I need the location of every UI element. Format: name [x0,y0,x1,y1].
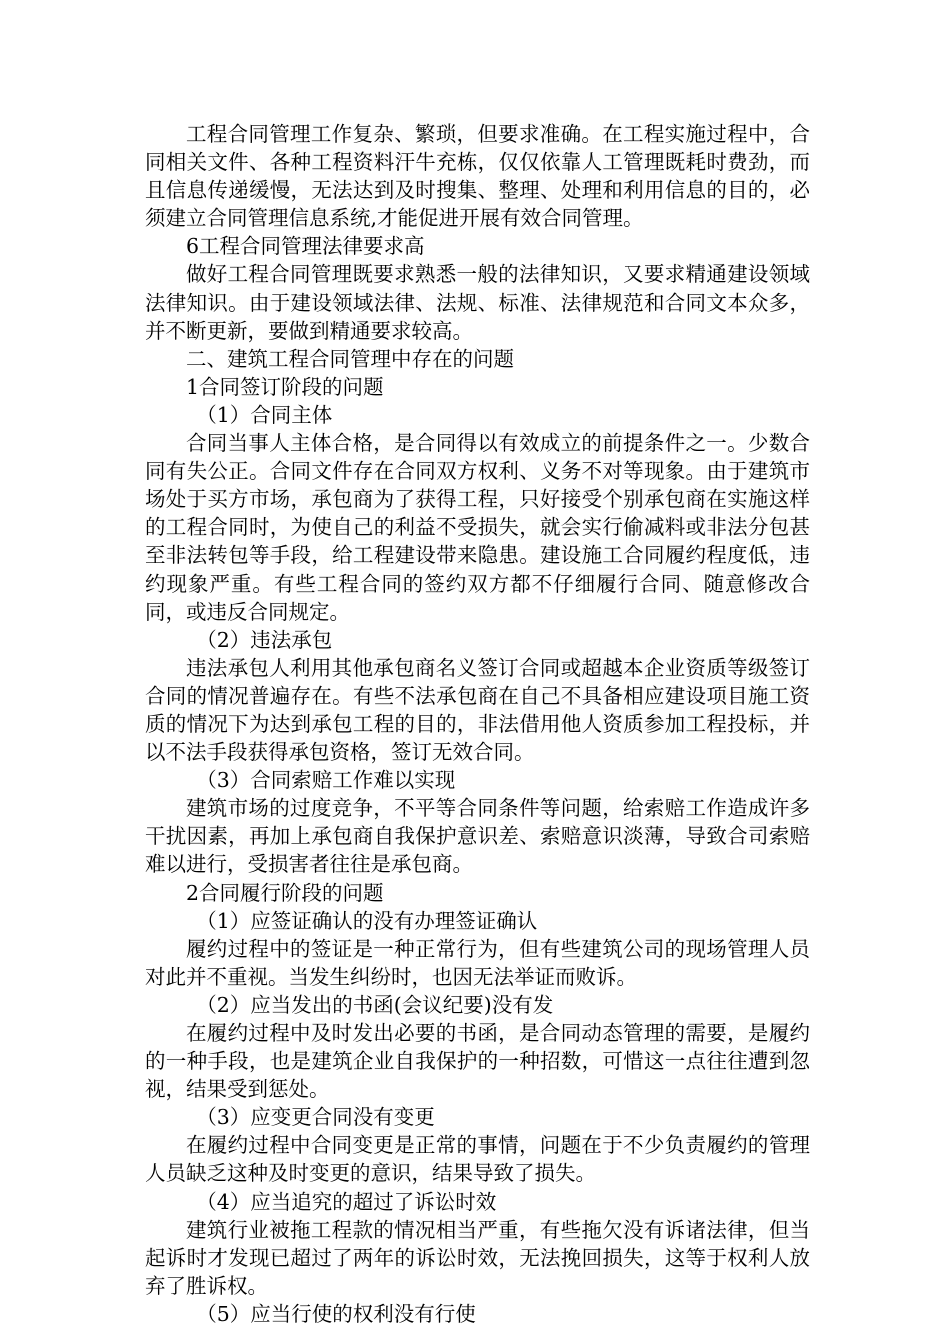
heading-signing-stage: 1合同签订阶段的问题 [186,374,384,399]
subheading-contract-change: （3）应变更合同没有变更 [196,1105,435,1130]
section-heading-problems: 二、建筑工程合同管理中存在的问题 [186,346,514,371]
paragraph-contract-subject: 合同当事人主体合格，是合同得以有效成立的前提条件之一。少数合同有失公正。合同文件存在合同双方权利、义务不对等现象。由于建筑市场处于买方市场，承包商为了获得工程，只好接受个别承包商在实施这样的工程合同时，为使自己的利益不受损失，就会实行偷减料或非法分包甚至非法转包等手段，给工程建设带来隐患。建设施工合同履约程度低，违约现象严重。有些工程合同的签约双方都不仔细履行合同、随意修改合同，或违反合同规定。 [145,431,810,624]
subheading-illegal-contracting: （2）违法承包 [196,627,333,652]
paragraph-claims: 建筑市场的过度竞争，不平等合同条件等问题，给索赔工作造成许多干扰因素，再加上承包商自我保护意识差、索赔意识淡薄，导致合司索赔难以进行，受损害者往往是承包商。 [145,796,810,877]
heading-performance-stage: 2合同履行阶段的问题 [186,880,384,905]
document-page [145,120,810,1328]
paragraph-letters: 在履约过程中及时发出必要的书函，是合同动态管理的需要，是履约的一种手段，也是建筑企业自我保护的一种招数，可惜这一点往往遭到忽视，结果受到惩处。 [145,1021,810,1102]
subheading-contract-subject: （1）合同主体 [196,402,333,427]
subheading-statute-limitations: （4）应当追究的超过了诉讼时效 [196,1189,497,1214]
subheading-claims: （3）合同索赔工作难以实现 [196,768,456,793]
paragraph-illegal-contracting: 违法承包人利用其他承包商名义签订合同或超越本企业资质等级签订合同的情况普遍存在。有些不法承包商在自己不具备相应建设项目施工资质的情况下为达到承包工程的目的，非法借用他人资质参加工程投标，并以不法手段获得承包资格，签订无效合同。 [145,655,810,765]
paragraph-visa-confirmation: 履约过程中的签证是一种正常行为，但有些建筑公司的现场管理人员对此并不重视。当发生纠纷时，也因无法举证而败诉。 [145,936,810,989]
subheading-visa-confirmation: （1）应签证确认的没有办理签证确认 [196,908,538,933]
paragraph-contract-change: 在履约过程中合同变更是正常的事情，问题在于不少负责履约的管理人员缺乏这种及时变更的意识，结果导致了损失。 [145,1133,810,1186]
subheading-letters: （2）应当发出的书函(会议纪要)没有发 [196,992,554,1017]
paragraph-statute-limitations: 建筑行业被拖工程款的情况相当严重，有些拖欠没有诉诸法律，但当起诉时才发现已超过了两年的诉讼时效，无法挽回损失，这等于权利人放弃了胜诉权。 [145,1217,810,1298]
paragraph-legal-knowledge: 做好工程合同管理既要求熟悉一般的法律知识，又要求精通建设领域法律知识。由于建设领域法律、法规、标准、法律规范和合同文本众多，并不断更新，要做到精通要求较高。 [145,262,810,343]
heading-legal-requirements: 6工程合同管理法律要求高 [186,234,425,259]
subheading-rights-not-exercised: （5）应当行使的权利没有行使 [196,1301,476,1326]
paragraph-info-system: 工程合同管理工作复杂、繁琐，但要求准确。在工程实施过程中，合同相关文件、各种工程资料汗牛充栋，仅仅依靠人工管理既耗时费劲，而且信息传递缓慢，无法达到及时搜集、整理、处理和利用信息的目的，必须建立合同管理信息系统,才能促进开展有效合同管理。 [145,122,810,231]
